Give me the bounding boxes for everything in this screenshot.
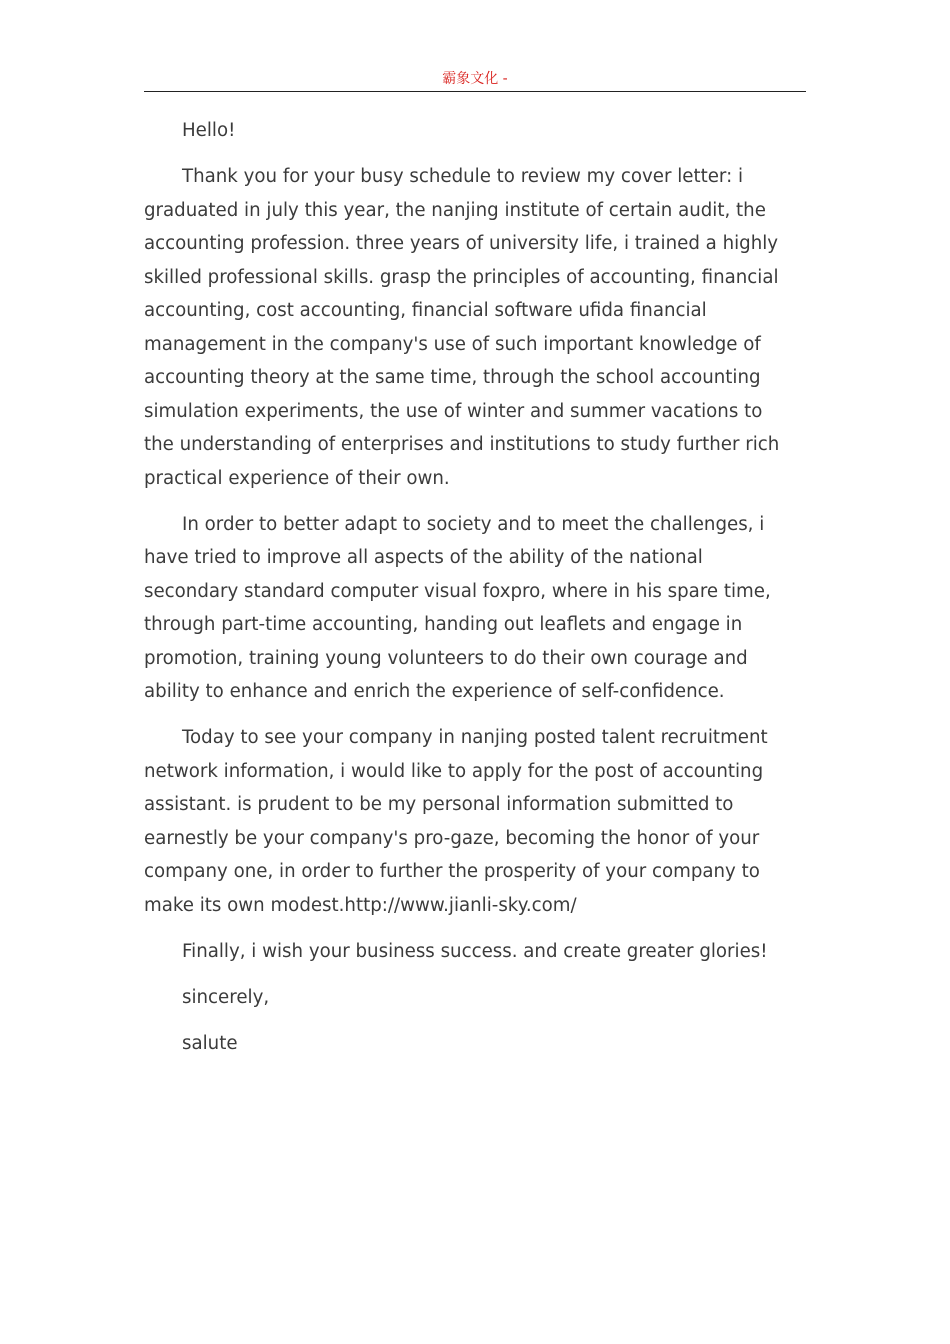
paragraph-skills: In order to better adapt to society and to meet the challenges, i have tried to improve all aspects of the ability of the national secondary standard computer visual foxpro, where in his spare time, through part-time accounting, handing out leaflets and engage in promotion, training young volunteers to do their own courage and ability to enhance and enrich the experience of self-confidence. — [144, 513, 771, 702]
page-header — [144, 68, 806, 92]
closing: sincerely, — [182, 986, 270, 1008]
paragraph-wishes: Finally, i wish your business success. and create greater glories! — [182, 940, 768, 962]
signature: salute — [182, 1032, 238, 1054]
letter-body — [144, 114, 792, 1073]
header-title: 霸象文化 - — [442, 71, 508, 87]
paragraph-introduction: Thank you for your busy schedule to review my cover letter: i graduated in july this year, the nanjing institute of certain audit, the accounting profession. three years of university life, i trained a highly skilled professional skills. grasp the principles of accounting, financial accounting, cost accounting, financial software ufida financial management in the company's use of such important knowledge of accounting theory at the same time, through the school accounting simulation experiments, the use of winter and summer vacations to the understanding of enterprises and institutions to study further rich practical experience of their own. — [144, 166, 780, 489]
greeting: Hello! — [182, 120, 236, 141]
paragraph-application: Today to see your company in nanjing posted talent recruitment network information, i would like to apply for the post of accounting assistant. is prudent to be my personal information submitted to earnestly be your company's pro-gaze, becoming the honor of your company one, in order to further the prosperity of your company to make its own modest.http://www.jianli-sky.com/ — [144, 727, 768, 916]
